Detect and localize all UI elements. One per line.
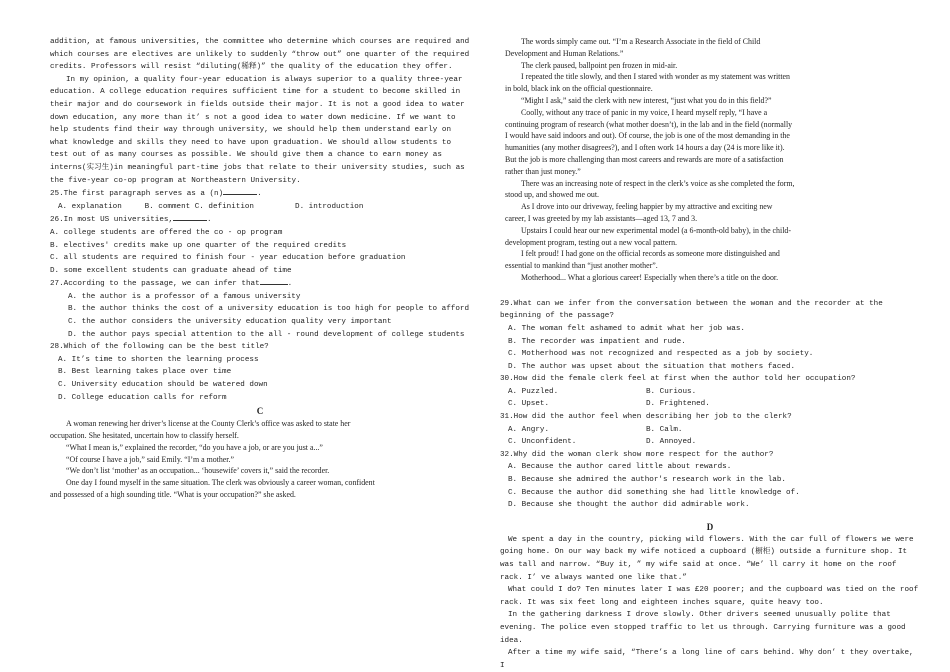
question-27-option-d: D. the author pays special attention to the all - round development of college students [68,330,465,339]
question-32-stem: 32.Why did the woman clerk show more respect for the author? [500,450,774,459]
option-d: D. Annoyed. [646,438,697,447]
passage-c-paragraph: As I drove into our driveway, feeling happier by my attractive and exciting new career, I was greeted by my lab assistants—aged 13, 7 and 3. [505,202,773,223]
question-29-stem: 29.What can we infer from the conversation between the woman and the recorder at the beginning of the passage? [500,299,883,321]
question-28-option-a: A. It’s time to shorten the learning process [58,355,259,364]
question-28-option-c: C. University education should be watered down [58,381,268,390]
section-c-heading: C [256,406,264,417]
question-32-option-b: B. Because she admired the author's research work in the lab. [508,476,786,485]
question-29-option-c: C. Motherhood was not recognized and respected as a job by society. [508,350,814,359]
question-29-option-a: A. The woman felt ashamed to admit what her job was. [508,324,745,333]
question-32-option-d: D. Because she thought the author did admirable work. [508,501,750,510]
question-25-options [50,201,470,214]
right-column [500,36,920,672]
option-d: D. introduction [295,202,364,211]
answer-blank [260,277,288,285]
question-30-stem: 30.How did the female clerk feel at first when the author told her occupation? [500,375,856,384]
option-c: C. Unconfident. [508,438,577,447]
question-32-option-a: A. Because the author cared little about rewards. [508,463,732,472]
passage-c-paragraph: “Might I ask,” said the clerk with new interest, “just what you do in this field?” [521,95,772,105]
option-a: A. Puzzled. [508,387,559,396]
answer-blank [173,213,207,221]
passage-b-paragraph-2: In my opinion, a quality four-year education is always superior to a quality three-year education. A college education requires sufficient time for a student to become skilled in their major and do coursework in fields outside their major. It is not a good idea to water down education, any more than it’ s not a good idea to water down medicine. If we want to help students find their way through university, we should help them understand early on what knowledge and skills they need to have upon graduation. We should allow students to test out of as many courses as possible. We should give them a chance to earn money as interns(实习生)in meaningful part-time jobs that relate to their university studies, such as the five-year co-op program at Northeastern University. [50,75,465,185]
passage-c-paragraph: Coolly, without any trace of panic in my voice, I heard myself reply, “I have a continuing program of research (what mother doesn’t), in the lab and in the field (normally I would have said indoors and out). Of course, the job is one of the most demanding in the humanities (any mother disagrees?), and I often work 14 hours a day (24 is more like it). But the job is more challenging than most careers and rewards are more of a satisfaction rather than just money.” [505,107,793,176]
question-27-option-c: C. the author considers the university education quality very important [68,318,392,327]
question-26-option-c: C. all students are required to finish four - year education before graduation [50,254,406,263]
option-a: A. Angry. [508,425,550,434]
question-32-option-c: C. Because the author did something she had little knowledge of. [508,488,800,497]
passage-d-paragraph: We spent a day in the country, picking wild flowers. With the car full of flowers we were going home. On our way back my wife noticed a cupboard (橱柜) outside a furniture shop. It was tall and narrow. “Buy it, ” my wife said at once. “We’ ll carry it home on the roof rack. I’ ve always wanted one like that.” [500,535,914,582]
option-b: B. Curious. [646,387,697,396]
question-27-option-b: B. the author thinks the cost of a university education is too high for people to afford [68,305,470,314]
passage-c-paragraph: “We don’t list ‘mother’ as an occupation... ‘housewife’ covers it,” said the recorder. [66,466,330,476]
question-27-option-a: A. the author is a professor of a famous university [68,292,301,301]
passage-c-paragraph: One day I found myself in the same situation. The clerk was obviously a career woman, confident and possessed of a high sounding title. “What is your occupation?” she asked. [50,478,375,499]
question-28-stem: 28.Which of the following can be the best title? [50,343,269,352]
option-b: B. comment [144,202,191,211]
passage-c-paragraph: The words simply came out. “I’m a Research Associate in the field of Child Development and Human Relations.” [505,37,761,58]
question-26-option-b: B. electives' credits make up one quarter of the required credits [50,241,347,250]
option-a: A. explanation [58,202,122,211]
passage-b-paragraph-1: addition, at famous universities, the committee who determine which courses are required and which courses are electives are unlikely to suddenly “throw out” one quarter of the required credits. Professors will resist “diluting(稀释)” the quality of the education they offer. [50,38,470,72]
passage-c-paragraph: I repeated the title slowly, and then I stared with wonder as my statement was written in bold, black ink on the official questionnaire. [505,72,791,94]
question-28-option-d: D. College education calls for reform [58,393,227,402]
passage-c-paragraph: Upstairs I could hear our new experimental model (a 6-month-old baby), in the child-development program, testing out a new vocal pattern. [505,225,791,247]
passage-d-paragraph: What could I do? Ten minutes later I was £20 poorer; and the cupboard was tied on the roof rack. It was six feet long and eighteen inches square, quite heavy too. [500,586,919,607]
passage-c-paragraph: There was an increasing note of respect in the clerk’s voice as she completed the form, stood up, and showed me out. [505,178,795,200]
question-31-options-row-1 [500,424,920,437]
passage-c-paragraph: “Of course I have a job,” said Emily. “I’m a mother.” [66,454,234,464]
passage-d-paragraph: In the gathering darkness I drove slowly. Other drivers seemed unusually polite that evening. The police even stopped traffic to let us through. Carrying furniture was a good idea. [500,611,906,645]
passage-d-paragraph: After a time my wife said, “There’s a long line of cars behind. Why don’ t they overtake, I [500,649,914,670]
answer-blank [223,187,257,195]
question-26-option-d: D. some excellent students can graduate ahead of time [50,266,292,275]
question-26-option-a: A. college students are offered the co - op program [50,228,283,237]
question-30-options-row-1 [500,386,920,399]
question-27-stem: 27.According to the passage, we can infer that . [50,277,470,291]
question-25-stem: 25.The first paragraph serves as a (n) . [50,187,470,201]
option-c: C. Upset. [508,400,550,409]
section-d-heading: D [706,521,714,532]
option-d: D. Frightened. [646,400,710,409]
passage-c-paragraph: A woman renewing her driver’s license at the County Clerk’s office was asked to state her occupation. She hesitated, uncertain how to classify herself. [50,419,351,441]
question-29-option-d: D. The author was upset about the situation that mothers faced. [508,362,796,371]
question-26-stem: 26.In most US universities, . [50,213,470,227]
passage-c-paragraph: The clerk paused, ballpoint pen frozen in mid-air. [521,60,678,70]
question-30-options-row-2 [500,398,920,411]
question-31-options-row-2 [500,436,920,449]
passage-c-paragraph: I felt proud! I had gone on the official records as someone more distinguished and essential to mankind than “just another mother”. [505,249,780,271]
option-b: B. Calm. [646,425,683,434]
passage-c-paragraph: Motherhood... What a glorious career! Especially when there’s a title on the door. [521,272,779,282]
question-28-option-b: B. Best learning takes place over time [58,368,232,377]
question-29-option-b: B. The recorder was impatient and rude. [508,337,686,346]
left-column [50,36,470,501]
option-c: C. definition [194,202,254,211]
passage-c-paragraph: “What I mean is,” explained the recorder, “do you have a job, or are you just a...” [66,442,323,452]
question-31-stem: 31.How did the author feel when describing her job to the clerk? [500,413,792,422]
